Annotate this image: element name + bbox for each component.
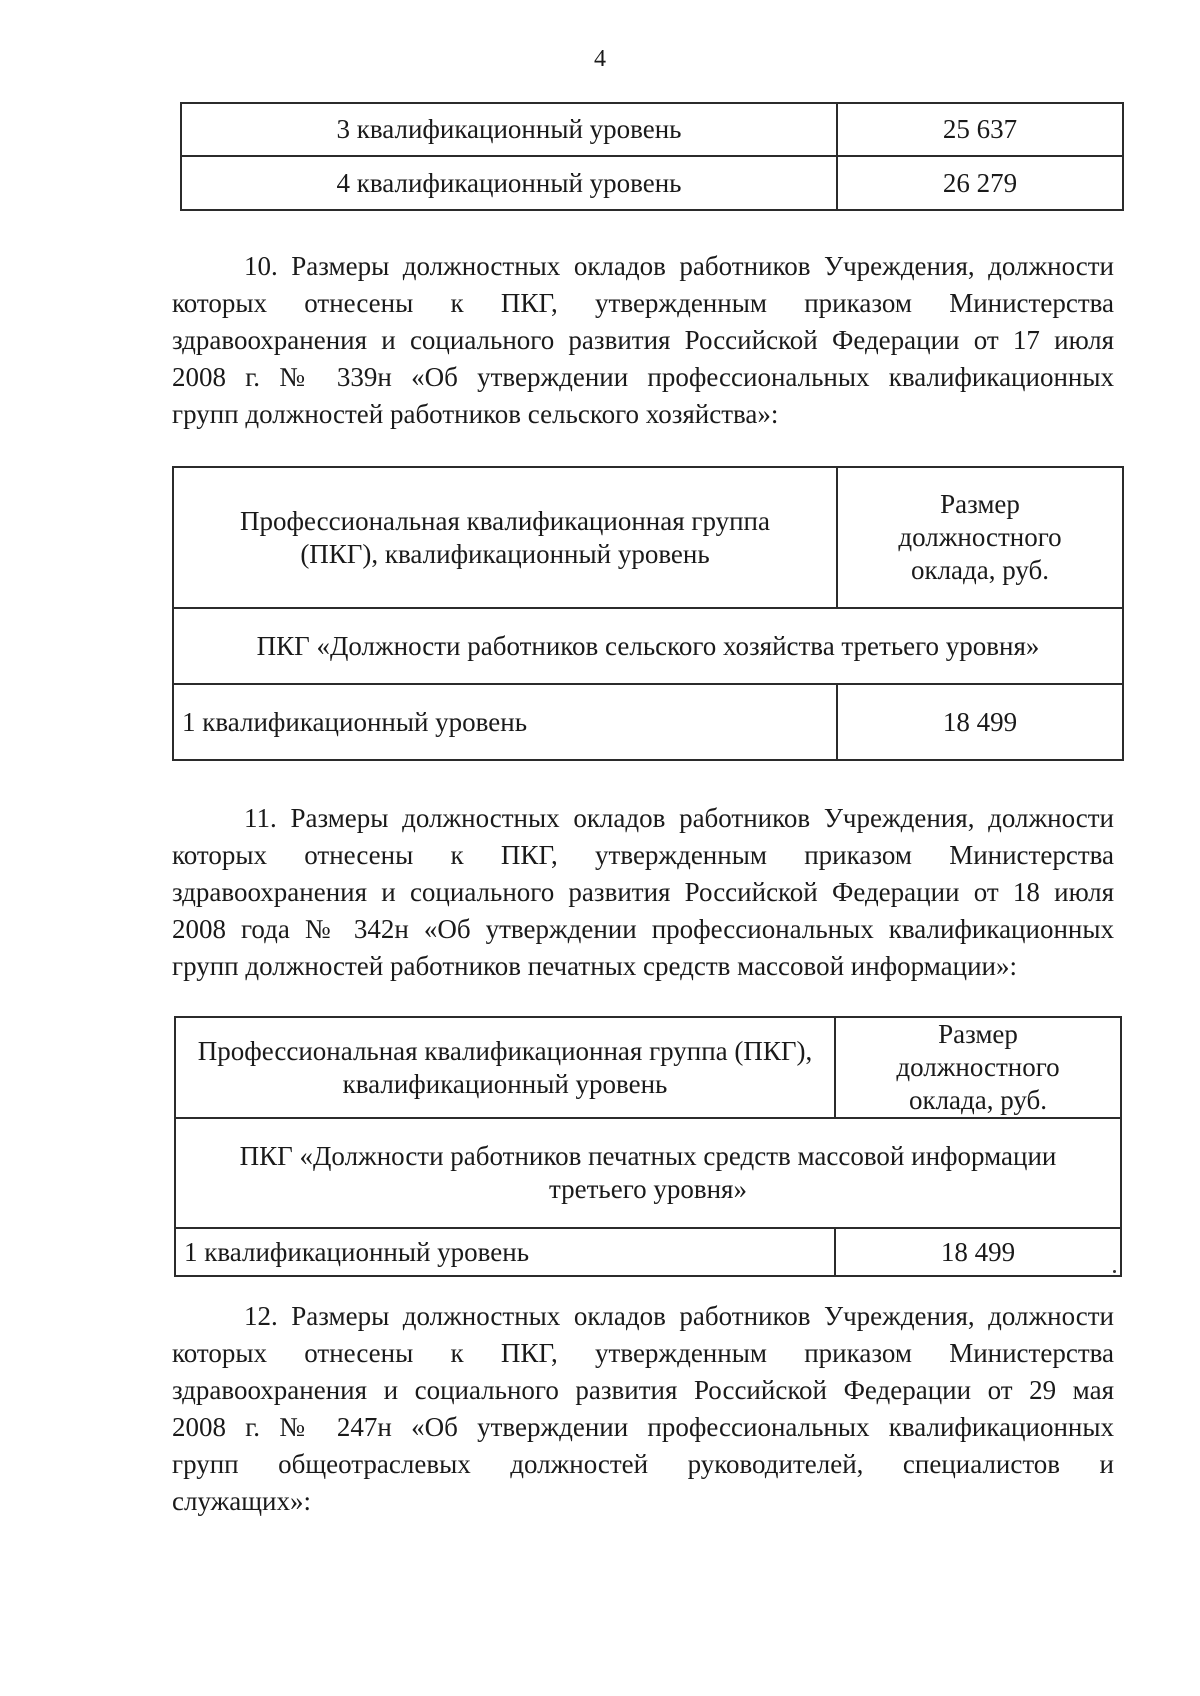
salary-table-press [174, 1016, 1122, 1277]
paragraph-line: 11. Размеры должностных окладов работников Учреждения, должности [244, 803, 1114, 833]
header-group-cell: Профессиональная квалификационная группа (ПКГ), квалификационный уровень [175, 1017, 835, 1118]
paragraph-line: здравоохранения и социального развития Российской Федерации от 17 июля [172, 325, 1114, 355]
page-number: 4 [594, 46, 606, 72]
paragraph-line: групп общеотраслевых должностей руководителей, специалистов и [172, 1449, 1114, 1479]
paragraph-line: групп должностей работников печатных средств массовой информации»: [172, 951, 1018, 981]
header-salary-cell: Размер должностного оклада, руб. [837, 467, 1123, 608]
salary-cell: 26 279 [837, 156, 1123, 210]
table-group-row [173, 608, 1123, 684]
paragraph-line: служащих»: [172, 1486, 311, 1516]
table-row [181, 103, 1123, 156]
paragraph-10 [172, 248, 1114, 433]
paragraph-line: здравоохранения и социального развития Российской Федерации от 29 мая [172, 1375, 1114, 1405]
table-row [181, 156, 1123, 210]
paragraph-line: групп должностей работников сельского хозяйства»: [172, 399, 779, 429]
paragraph-line: 2008 года № 342н «Об утверждении профессиональных квалификационных [172, 914, 1114, 944]
salary-table-agriculture [172, 466, 1124, 761]
table-header-row [175, 1017, 1121, 1118]
level-cell: 1 квалификационный уровень [173, 684, 837, 760]
header-salary-cell: Размер должностного оклада, руб. [835, 1017, 1121, 1118]
level-cell: 4 квалификационный уровень [181, 156, 837, 210]
table-group-row [175, 1118, 1121, 1228]
level-cell: 3 квалификационный уровень [181, 103, 837, 156]
paragraph-11 [172, 800, 1114, 985]
paragraph-12 [172, 1298, 1114, 1520]
paragraph-line: которых отнесены к ПКГ, утвержденным приказом Министерства [172, 1338, 1114, 1368]
paragraph-line: которых отнесены к ПКГ, утвержденным приказом Министерства [172, 840, 1114, 870]
header-group-cell: Профессиональная квалификационная группа (ПКГ), квалификационный уровень [173, 467, 837, 608]
paragraph-line: которых отнесены к ПКГ, утвержденным приказом Министерства [172, 288, 1114, 318]
table-row [173, 684, 1123, 760]
group-title-cell: ПКГ «Должности работников сельского хозяйства третьего уровня» [173, 608, 1123, 684]
table-header-row [173, 467, 1123, 608]
group-title-cell: ПКГ «Должности работников печатных средств массовой информации третьего уровня» [175, 1118, 1121, 1228]
paragraph-line: 12. Размеры должностных окладов работников Учреждения, должности [244, 1301, 1114, 1331]
paragraph-line: здравоохранения и социального развития Российской Федерации от 18 июля [172, 877, 1114, 907]
level-cell: 1 квалификационный уровень [175, 1228, 835, 1276]
paragraph-line: 2008 г. № 339н «Об утверждении профессиональных квалификационных [172, 362, 1114, 392]
salary-cell: 18 499 [835, 1228, 1121, 1276]
table-row [175, 1228, 1121, 1276]
paragraph-line: 2008 г. № 247н «Об утверждении профессиональных квалификационных [172, 1412, 1114, 1442]
salary-cell: 18 499 [837, 684, 1123, 760]
salary-cell: 25 637 [837, 103, 1123, 156]
scan-speck [1113, 1270, 1116, 1273]
paragraph-line: 10. Размеры должностных окладов работников Учреждения, должности [244, 251, 1114, 281]
salary-table-continuation [180, 102, 1124, 211]
